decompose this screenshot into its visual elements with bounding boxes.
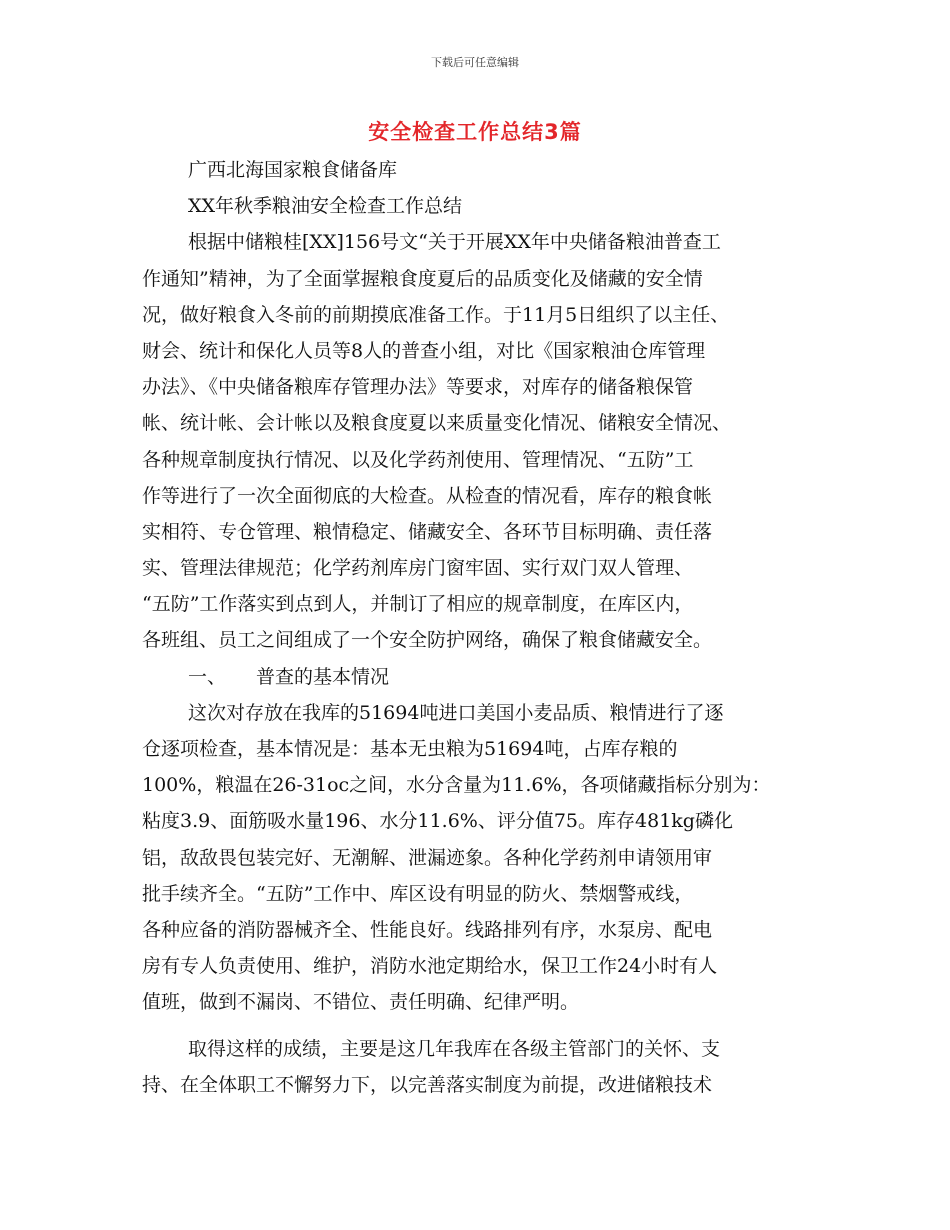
paragraph-basic-situation (142, 695, 822, 1021)
report-subtitle: XX年秋季粮油安全检查工作总结 (188, 195, 463, 218)
text-line: 各种应备的消防器械齐全、性能良好。线路排列有序，水泵房、配电 (142, 918, 713, 941)
text-line: 帐、统计帐、会计帐以及粮食度夏以来质量变化情况、储粮安全情况、 (142, 412, 732, 435)
document-body (142, 152, 822, 1103)
section-number: 一、 (188, 665, 227, 688)
header-note: 下载后可任意编辑 (431, 56, 519, 69)
text-line: 值班，做到不漏岗、不错位、责任明确、纪律严明。 (142, 991, 580, 1014)
paragraph-achievements (142, 1031, 822, 1103)
text-line: 各种规章制度执行情况、以及化学药剂使用、管理情况、“五防”工 (142, 448, 694, 471)
paragraph-intro (142, 224, 822, 658)
text-line: 财会、统计和保化人员等8人的普查小组，对比《国家粮油仓库管理 (142, 339, 706, 362)
document-title: 安全检查工作总结3篇 (368, 120, 582, 144)
text-line: 作等进行了一次全面彻底的大检查。从检查的情况看，库存的粮食帐 (142, 484, 713, 507)
org-name: 广西北海国家粮食储备库 (188, 159, 398, 181)
text-line: 实、管理法律规范；化学药剂库房门窗牢固、实行双门双人管理、 (142, 557, 694, 580)
text-line: 实相符、专仓管理、粮情稳定、储藏安全、各环节目标明确、责任落 (142, 520, 713, 543)
section-title: 普查的基本情况 (256, 665, 390, 688)
section-heading (142, 659, 822, 695)
text-line: 这次对存放在我库的51694吨进口美国小麦品质、粮情进行了逐 (188, 701, 724, 724)
text-line: 粘度3.9、面筋吸水量196、水分11.6%、评分值75。库存481kg磷化 (142, 810, 733, 833)
text-line: 持、在全体职工不懈努力下，以完善落实制度为前提，改进储粮技术 (142, 1073, 713, 1096)
text-line: 房有专人负责使用、维护，消防水池定期给水，保卫工作24小时有人 (142, 955, 718, 978)
text-line: “五防”工作落实到点到人，并制订了相应的规章制度，在库区内， (142, 593, 694, 616)
text-line: 况，做好粮食入冬前的前期摸底准备工作。于11月5日组织了以主任、 (142, 303, 730, 326)
text-line: 100%，粮温在26-31oc之间，水分含量为11.6%，各项储藏指标分别为： (142, 774, 771, 797)
text-line: 各班组、员工之间组成了一个安全防护网络，确保了粮食储藏安全。 (142, 629, 713, 652)
text-line: 批手续齐全。“五防”工作中、库区设有明显的防火、禁烟警戒线， (142, 882, 694, 905)
text-line: 仓逐项检查，基本情况是：基本无虫粮为51694吨，占库存粮的 (142, 738, 678, 760)
text-line: 根据中储粮桂[XX]156号文“关于开展XX年中央储备粮油普查工 (188, 231, 721, 254)
text-line: 铝，敌敌畏包装完好、无潮解、泄漏迹象。各种化学药剂申请领用审 (142, 846, 713, 869)
text-line: 取得这样的成绩，主要是这几年我库在各级主管部门的关怀、支 (188, 1037, 721, 1060)
text-line: 作通知”精神，为了全面掌握粮食度夏后的品质变化及储藏的安全情 (142, 267, 703, 290)
text-line: 办法》、《中央储备粮库存管理办法》等要求，对库存的储备粮保管 (142, 376, 694, 399)
